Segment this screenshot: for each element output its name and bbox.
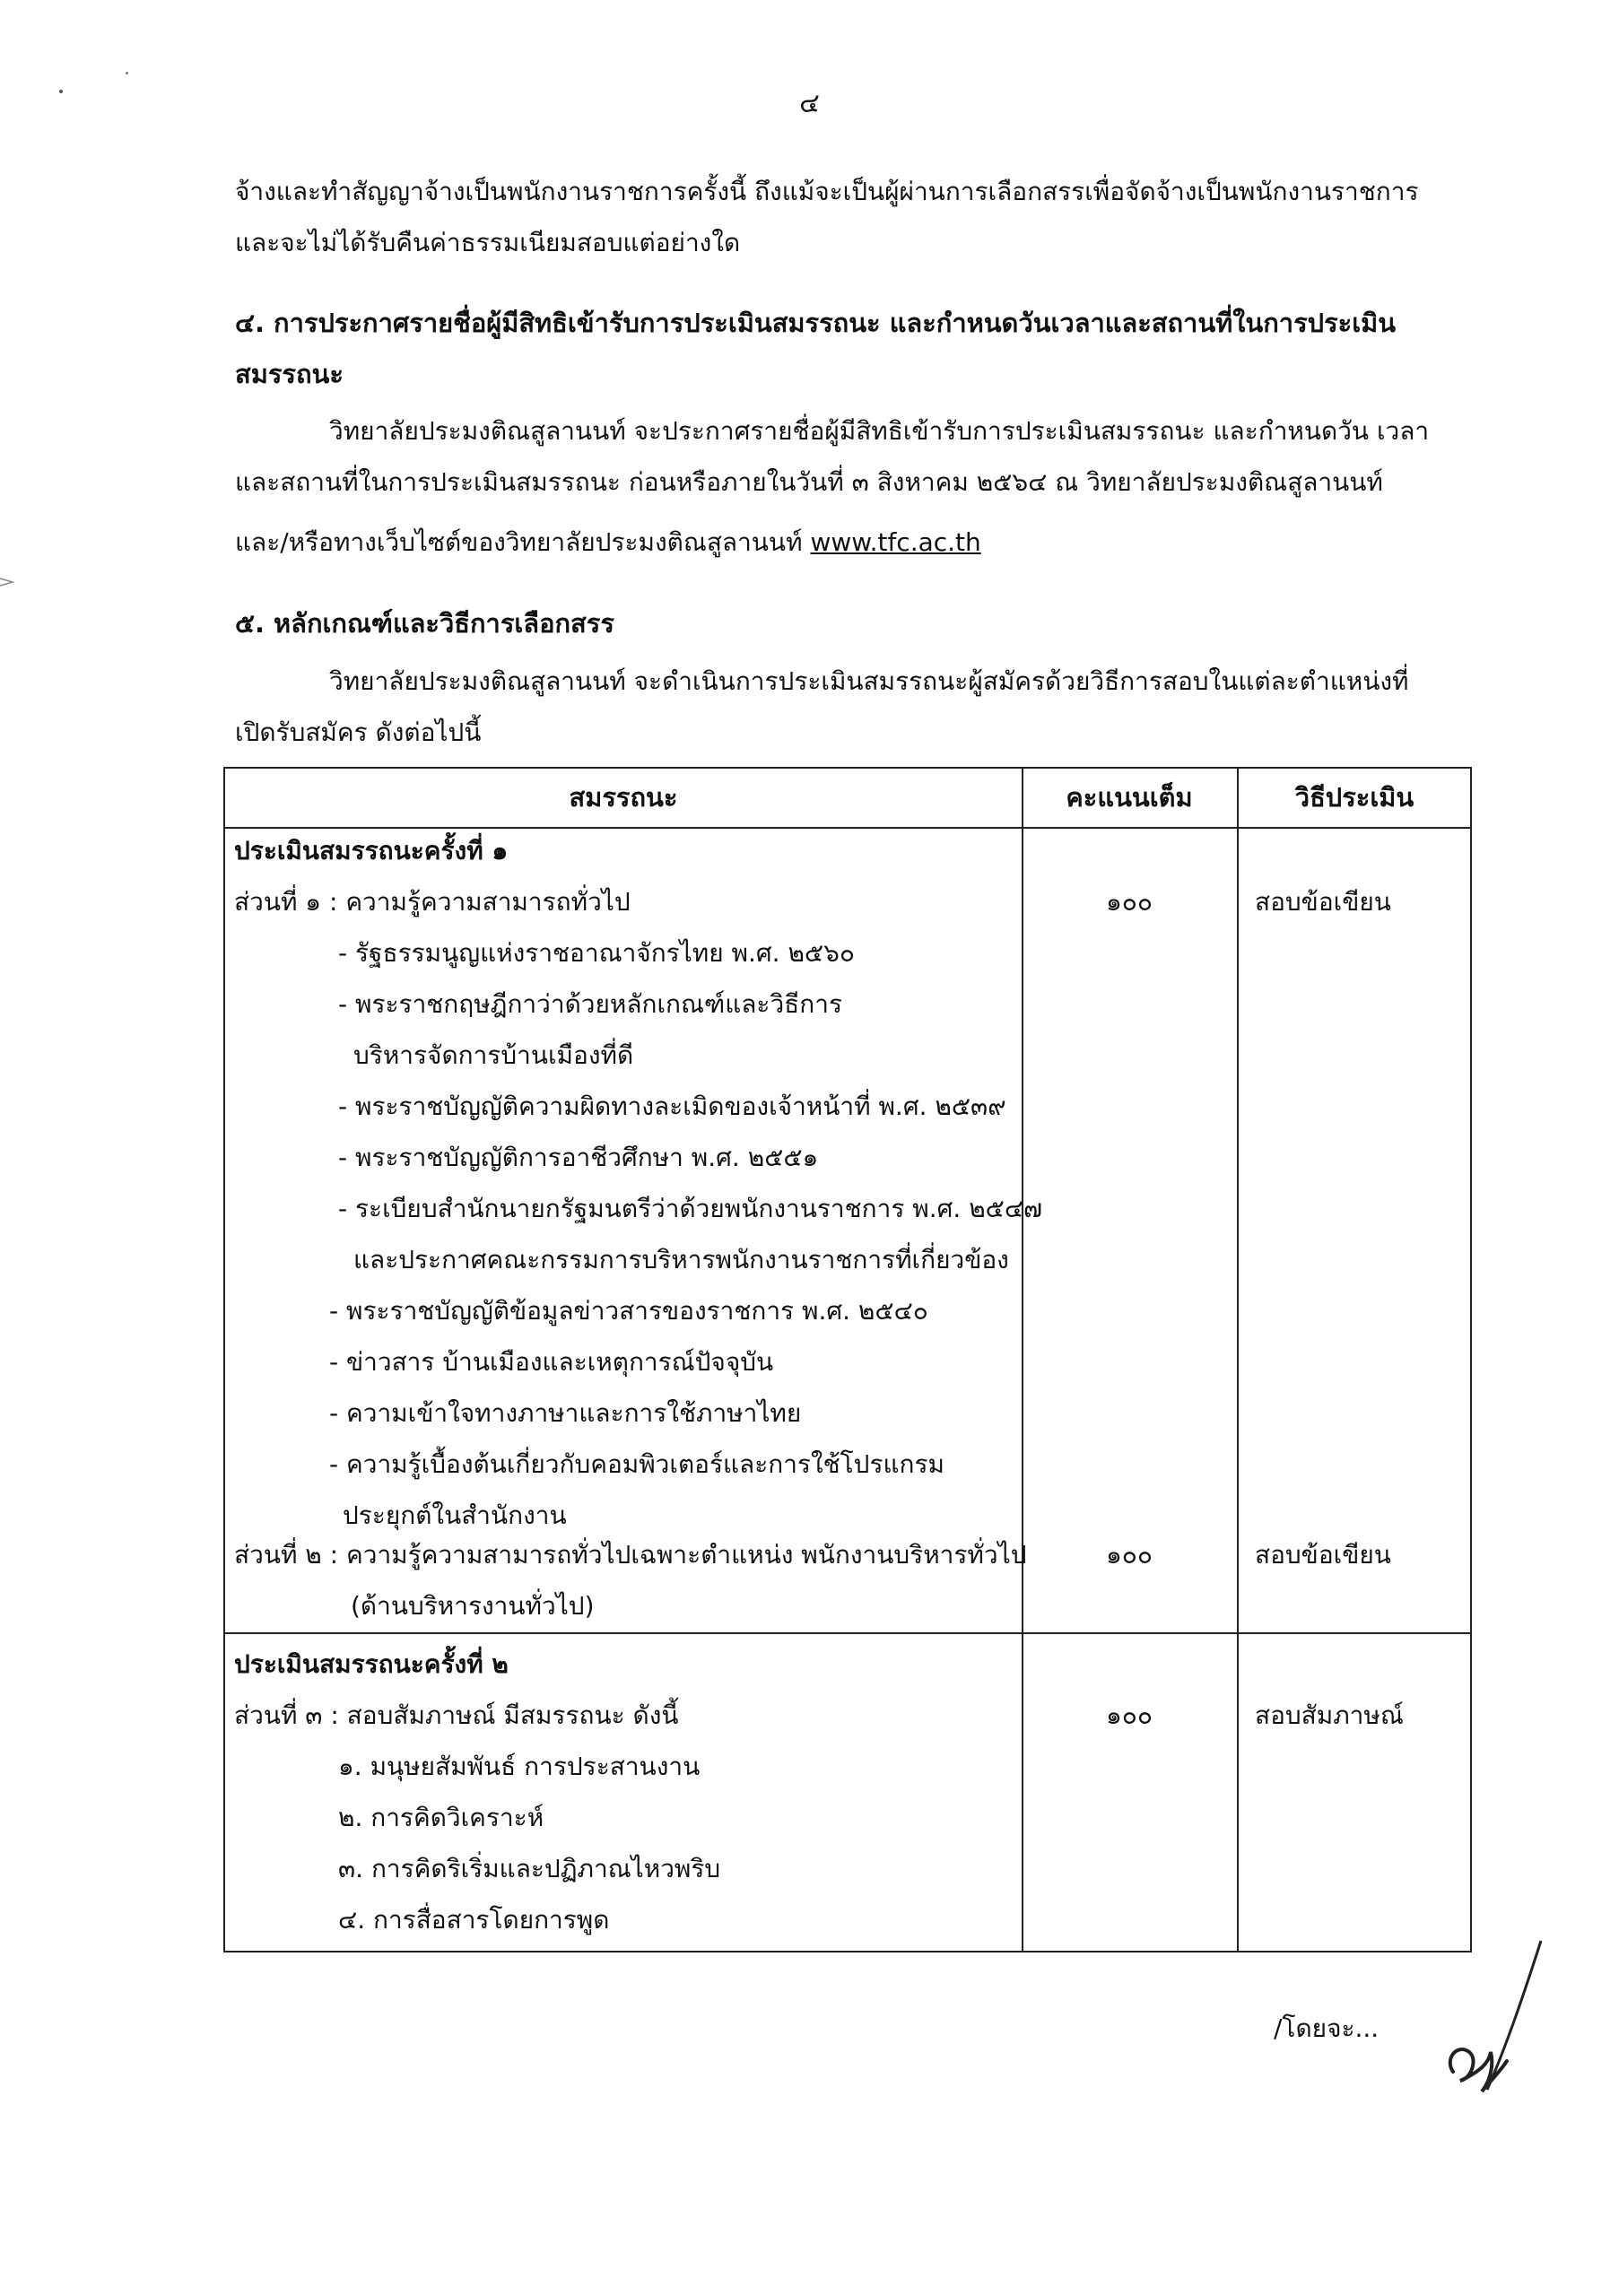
section-5-line-2: เปิดรับสมัคร ดังต่อไปนี้: [235, 718, 482, 747]
part-2-score: ๑๐๐: [1106, 1540, 1153, 1570]
competency-table: [223, 767, 1472, 1952]
part-1-item: - พระราชบัญญัติการอาชีวศึกษา พ.ศ. ๒๕๕๑: [338, 1143, 819, 1172]
continued-note: /โดยจะ...: [1274, 2013, 1380, 2043]
part-3-item: ๑. มนุษยสัมพันธ์ การประสานงาน: [338, 1752, 701, 1781]
section-4-paragraph: [235, 405, 1455, 457]
table-row-divider: [225, 1632, 1470, 1634]
part-3-item: ๓. การคิดริเริ่มและปฏิภาณไหวพริบ: [338, 1854, 721, 1883]
part-2-label: ส่วนที่ ๒ : ความรู้ความสามารถทั่วไปเฉพาะตำแหน่ง พนักงานบริหารทั่วไป: [234, 1540, 1027, 1570]
signature-mark: [1435, 1937, 1552, 2099]
part-3-item: ๒. การคิดวิเคราะห์: [338, 1803, 544, 1832]
table-column-divider: [1237, 769, 1239, 1951]
section-4-line-1: วิทยาลัยประมงติณสูลานนท์ จะประกาศรายชื่อผู้มีสิทธิเข้ารับการประเมินสมรรถนะ และกำหนดวัน เวลา: [329, 416, 1430, 446]
header-full-score: คะแนนเต็ม: [1066, 782, 1193, 813]
part-1-item: - ข่าวสาร บ้านเมืองและเหตุการณ์ปัจจุบัน: [329, 1347, 774, 1377]
part-1-method: สอบข้อเขียน: [1255, 887, 1391, 917]
part-1-item-cont: บริหารจัดการบ้านเมืองที่ดี: [353, 1040, 634, 1070]
part-1-item: - ความรู้เบื้องต้นเกี่ยวกับคอมพิวเตอร์และการใช้โปรแกรม: [329, 1449, 944, 1479]
part-3-label: ส่วนที่ ๓ : สอบสัมภาษณ์ มีสมรรถนะ ดังนี้: [234, 1700, 679, 1730]
part-1-score: ๑๐๐: [1106, 887, 1153, 917]
section-5-heading: ๕. หลักเกณฑ์และวิธีการเลือกสรร: [235, 608, 614, 639]
scan-edge-mark: [0, 570, 18, 591]
section-4-line-2: และสถานที่ในการประเมินสมรรถนะ ก่อนหรือภายในวันที่ ๓ สิงหาคม ๒๕๖๔ ณ วิทยาลัยประมงติณสูลานนท์: [235, 467, 1383, 497]
part-1-item: - พระราชบัญญัติความผิดทางละเมิดของเจ้าหน้าที่ พ.ศ. ๒๕๓๙: [338, 1091, 1006, 1121]
section-4-heading: ๔. การประกาศรายชื่อผู้มีสิทธิเข้ารับการประเมินสมรรถนะ และกำหนดวันเวลาและสถานที่ในการประเมิน: [235, 308, 1397, 338]
part-1-item: - ความเข้าใจทางภาษาและการใช้ภาษาไทย: [329, 1398, 802, 1428]
table-column-divider: [1022, 769, 1023, 1951]
part-1-label: ส่วนที่ ๑ : ความรู้ความสามารถทั่วไป: [234, 887, 631, 917]
scan-dot: [126, 72, 128, 74]
section-5-line-1: วิทยาลัยประมงติณสูลานนท์ จะดำเนินการประเมินสมรรถนะผู้สมัครด้วยวิธีการสอบในแต่ละตำแหน่งที่: [329, 666, 1409, 696]
part-3-item: ๔. การสื่อสารโดยการพูด: [338, 1905, 610, 1935]
header-method: วิธีประเมิน: [1294, 782, 1414, 813]
part-1-item: - พระราชกฤษฎีกาว่าด้วยหลักเกณฑ์และวิธีการ: [338, 989, 842, 1019]
round-2-title: ประเมินสมรรถนะครั้งที่ ๒: [234, 1649, 509, 1679]
part-1-item-cont: และประกาศคณะกรรมการบริหารพนักงานราชการที่เกี่ยวข้อง: [353, 1245, 1009, 1274]
part-1-item: - ระเบียบสำนักนายกรัฐมนตรีว่าด้วยพนักงานราชการ พ.ศ. ๒๕๔๗: [338, 1194, 1043, 1223]
section-5-paragraph: [235, 656, 1455, 707]
round-1-title: ประเมินสมรรถนะครั้งที่ ๑: [234, 836, 509, 865]
header-competency: สมรรถนะ: [569, 782, 678, 813]
section-4-line-3: [235, 517, 1455, 568]
section-4-line-3-text: และ/หรือทางเว็บไซต์ของวิทยาลัยประมงติณสูลานนท์: [235, 527, 811, 557]
intro-line-2: และจะไม่ได้รับคืนค่าธรรมเนียมสอบแต่อย่างใด: [235, 228, 741, 257]
intro-line-1: จ้างและทำสัญญาจ้างเป็นพนักงานราชการครั้งนี้ ถึงแม้จะเป็นผู้ผ่านการเลือกสรรเพื่อจัดจ้างเป็นพนักงานราชการ: [235, 177, 1419, 206]
part-2-label-cont: (ด้านบริหารงานทั่วไป): [351, 1591, 595, 1621]
website-link[interactable]: www.tfc.ac.th: [810, 527, 981, 557]
part-1-item-cont: ประยุกต์ในสำนักงาน: [343, 1500, 567, 1530]
page-number: ๔: [799, 88, 820, 119]
part-3-score: ๑๐๐: [1106, 1700, 1153, 1730]
section-4-heading-cont: สมรรถนะ: [235, 359, 344, 389]
part-1-item: - พระราชบัญญัติข้อมูลข่าวสารของราชการ พ.ศ. ๒๕๔๐: [329, 1296, 928, 1326]
part-3-method: สอบสัมภาษณ์: [1255, 1700, 1404, 1730]
part-2-method: สอบข้อเขียน: [1255, 1540, 1391, 1570]
part-1-item: - รัฐธรรมนูญแห่งราชอาณาจักรไทย พ.ศ. ๒๕๖๐: [338, 938, 855, 968]
